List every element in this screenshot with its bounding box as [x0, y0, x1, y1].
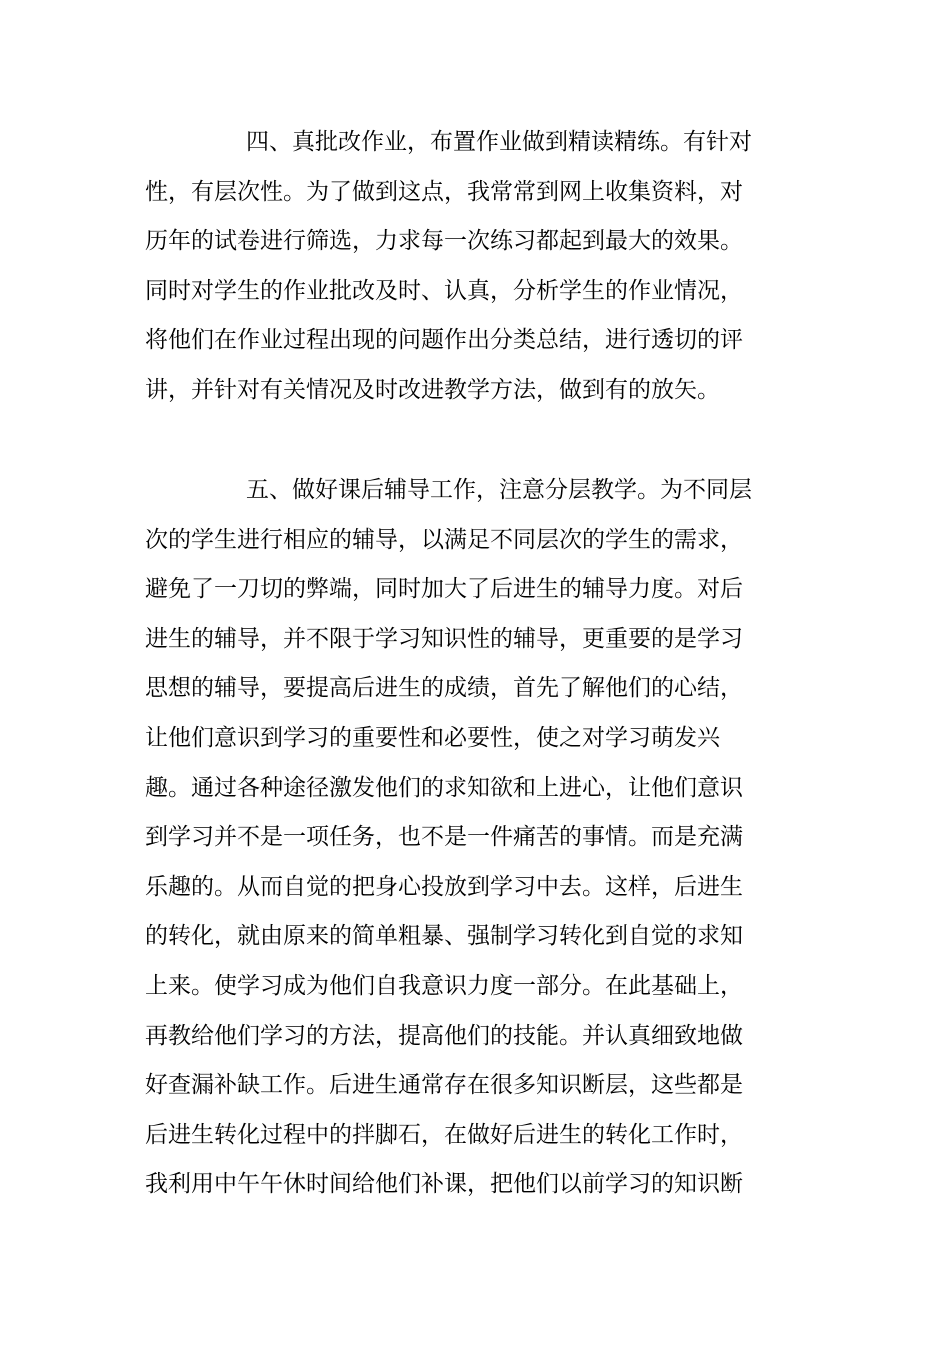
paragraph-line: 到学习并不是一项任务，也不是一件痛苦的事情。而是充满 — [145, 824, 743, 850]
paragraph-first-line: 五、做好课后辅导工作，注意分层教学。为不同层 — [246, 477, 752, 503]
paragraph-line: 次的学生进行相应的辅导，以满足不同层次的学生的需求， — [145, 527, 743, 553]
paragraph-line: 上来。使学习成为他们自我意识力度一部分。在此基础上， — [145, 973, 743, 999]
paragraph-line: 再教给他们学习的方法，提高他们的技能。并认真细致地做 — [145, 1023, 743, 1049]
paragraph-line: 讲，并针对有关情况及时改进教学方法，做到有的放矢。 — [145, 377, 720, 403]
paragraph-line: 趣。通过各种途径激发他们的求知欲和上进心，让他们意识 — [145, 775, 743, 801]
paragraph-line: 性，有层次性。为了做到这点，我常常到网上收集资料，对 — [145, 179, 743, 205]
paragraph-line: 后进生转化过程中的拌脚石，在做好后进生的转化工作时， — [145, 1122, 743, 1148]
paragraph-line: 乐趣的。从而自觉的把身心投放到学习中去。这样，后进生 — [145, 874, 743, 900]
paragraph-line: 我利用中午午休时间给他们补课，把他们以前学习的知识断 — [145, 1171, 743, 1197]
paragraph-line: 进生的辅导，并不限于学习知识性的辅导，更重要的是学习 — [145, 626, 743, 652]
paragraph-line: 让他们意识到学习的重要性和必要性，使之对学习萌发兴 — [145, 725, 720, 751]
paragraph-line: 避免了一刀切的弊端，同时加大了后进生的辅导力度。对后 — [145, 576, 743, 602]
paragraph-line: 思想的辅导，要提高后进生的成绩，首先了解他们的心结， — [145, 675, 743, 701]
paragraph-line: 同时对学生的作业批改及时、认真，分析学生的作业情况， — [145, 278, 743, 304]
paragraph-line: 好查漏补缺工作。后进生通常存在很多知识断层，这些都是 — [145, 1072, 743, 1098]
paragraph-line: 的转化，就由原来的简单粗暴、强制学习转化到自觉的求知 — [145, 923, 743, 949]
paragraph-line: 将他们在作业过程出现的问题作出分类总结，进行透切的评 — [145, 327, 743, 353]
paragraph-line: 历年的试卷进行筛选，力求每一次练习都起到最大的效果。 — [145, 228, 743, 254]
paragraph-first-line: 四、真批改作业，布置作业做到精读精练。有针对 — [246, 129, 752, 155]
